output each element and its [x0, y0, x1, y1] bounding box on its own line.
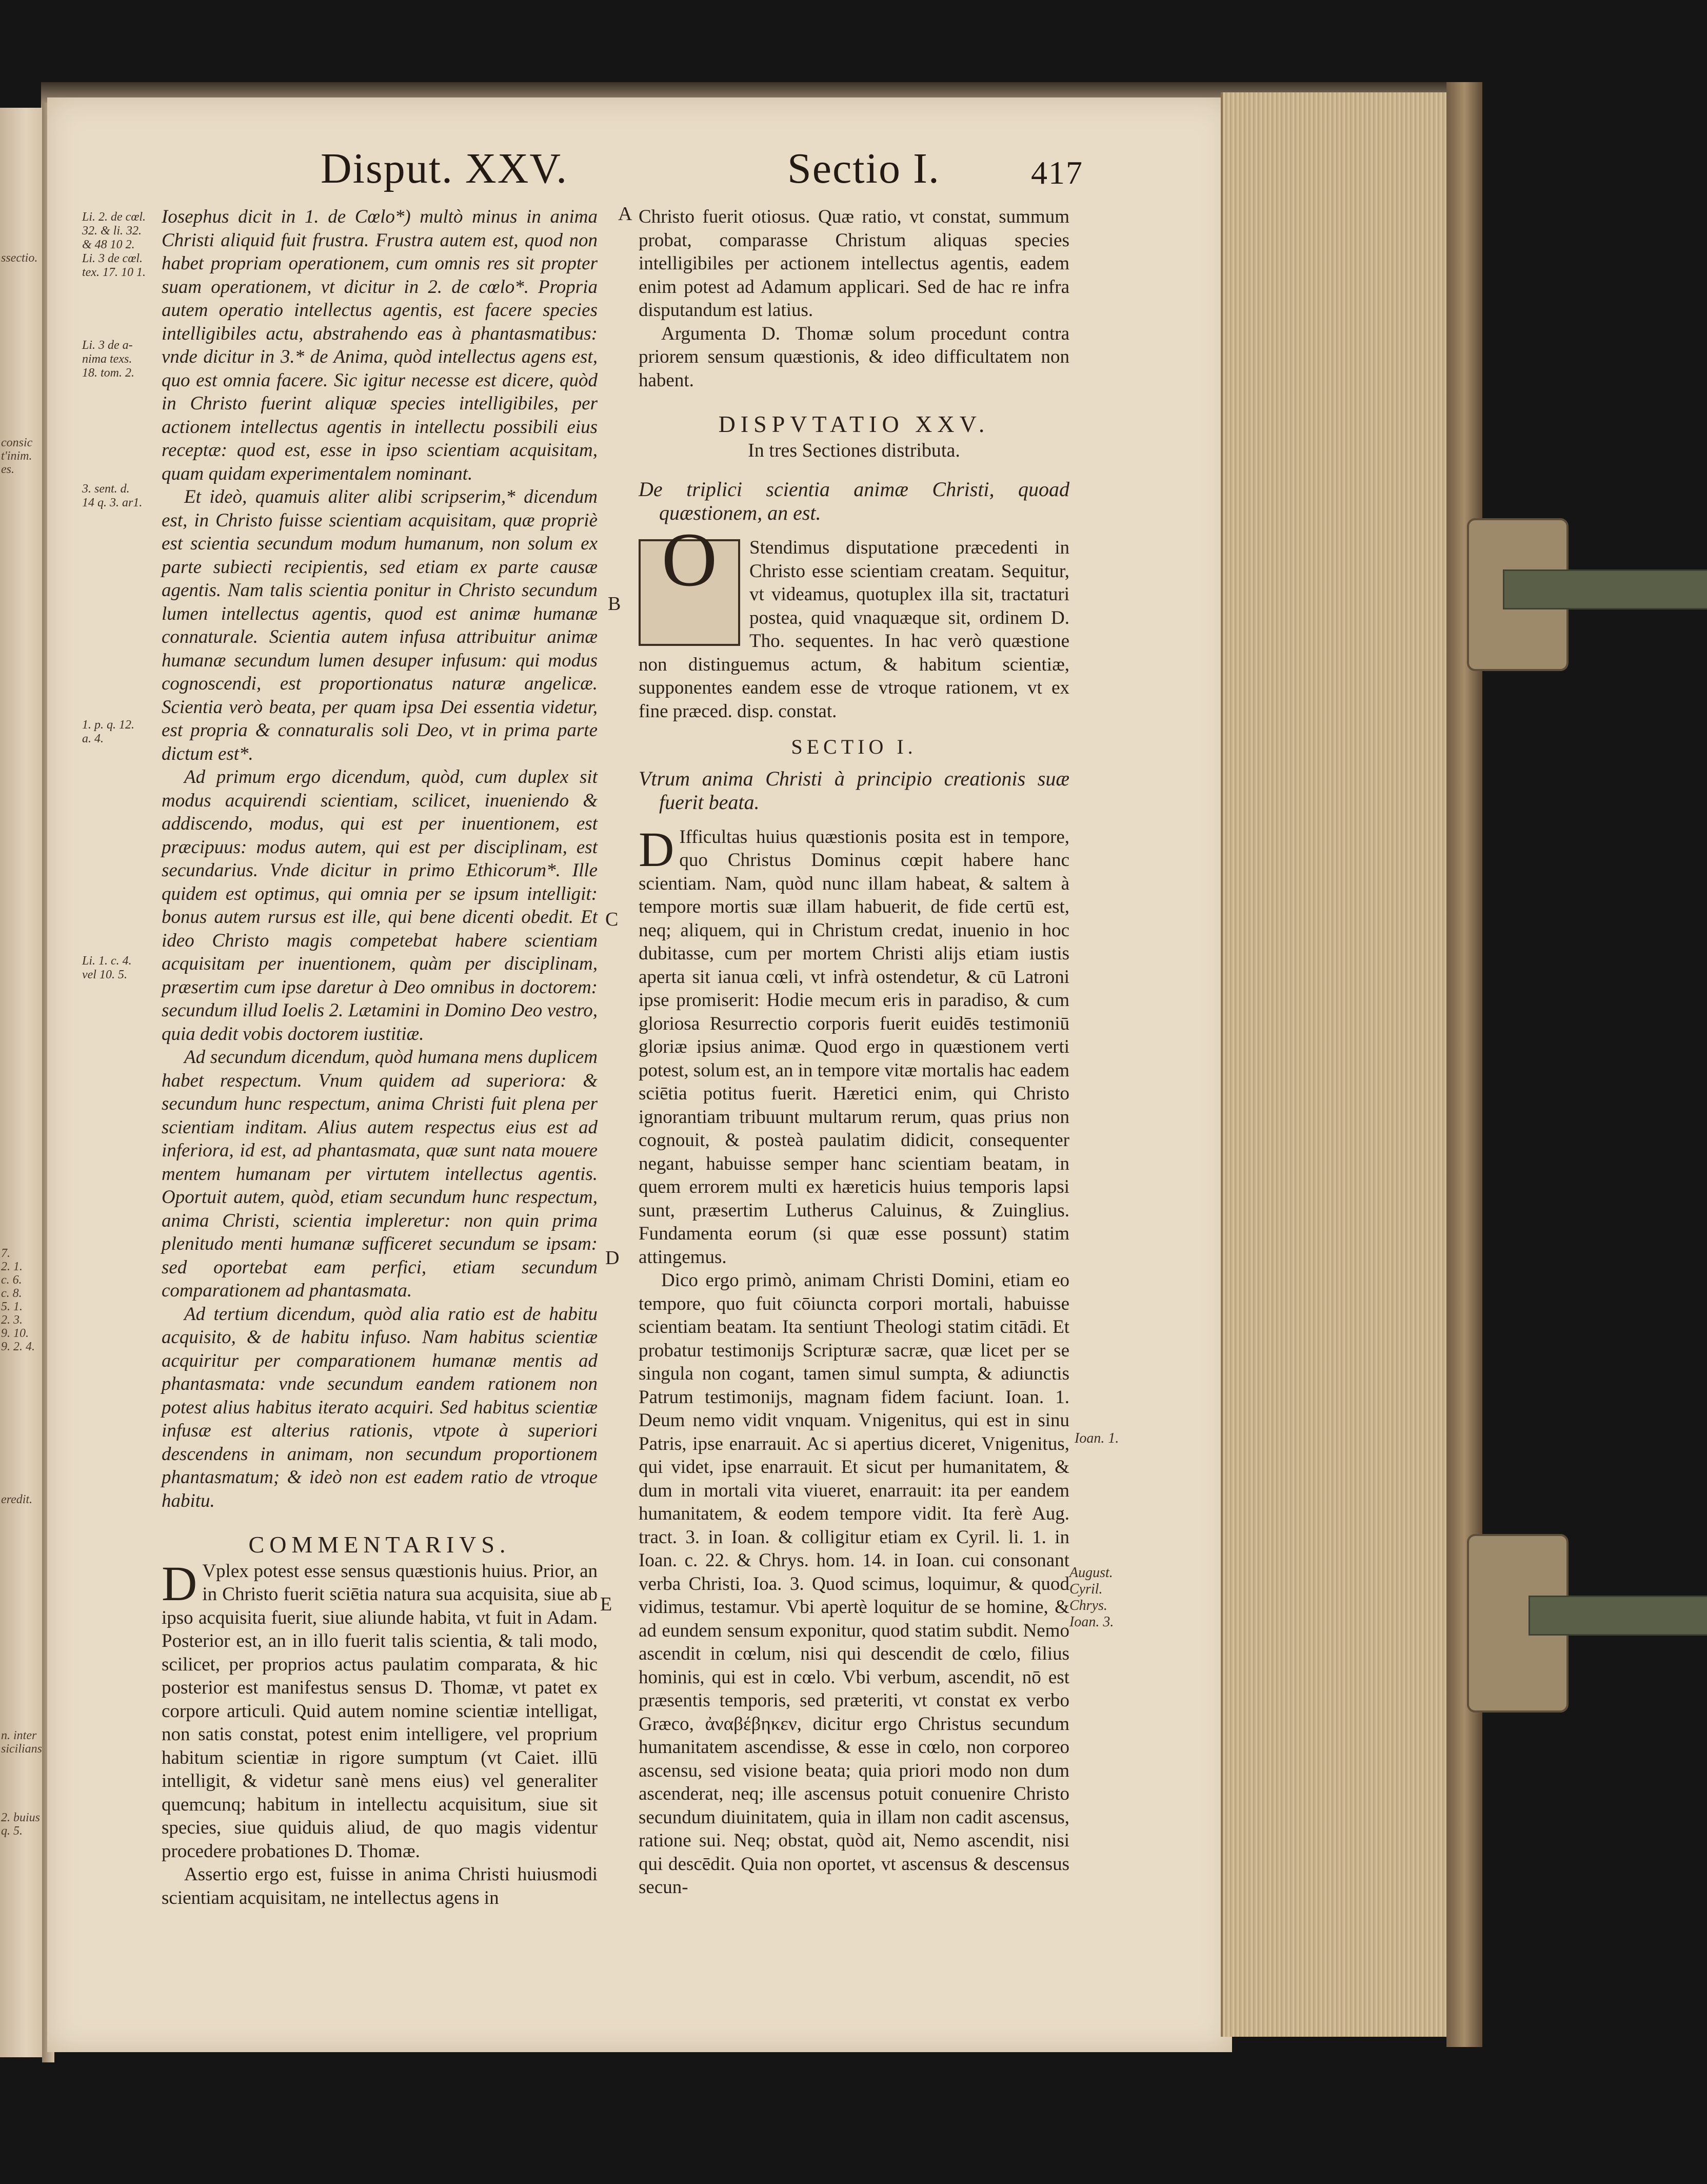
- drop-letter: D: [162, 1556, 197, 1611]
- paragraph: [162, 1556, 598, 1863]
- facing-page-fragment: 2. buius q. 5.: [1, 1811, 41, 1838]
- sectio-heading: SECTIO I.: [791, 735, 917, 758]
- page-number: 417: [1031, 154, 1083, 191]
- facing-page-edge: [0, 108, 47, 2057]
- paragraph: Ad primum ergo dicendum, quòd, cum duplex sit modus acquirendi scientiam, scilicet, inueniendo & addiscendo, modus, qui est per inuentionem, est præcipuus: modus autem, qui est per disciplinam, est secundarius. Vnde dicitur in primo Ethicorum*. Ille quidem est optimus, qui omnia per se ipsum intelligit: bonus autem rursus est ille, qui bene dicenti obedit. Et ideo Christo magis competebat habere scientiam acquisitam per inuentionem, quàm per disciplinam, præsertim cum ipse daretur à Deo omnibus in doctorem: secundum illud Ioelis 2. Lætamini in Domino Deo vestro, quia dedit vobis doctorem iustitiæ.: [162, 766, 598, 1045]
- disputatio-subheading: In tres Sectiones distributa.: [748, 439, 960, 461]
- paragraph: Ad tertium dicendum, quòd alia ratio est de habitu acquisito, & de habitu infuso. Nam habitus scientiæ acquiritur per comparationem humanæ mentis ad phantasmata: vnde secundum eandem rationem non potest alius habitus iterato acquiri. Sed habitus scientiæ infusæ est alterius rationis, vtpote à superiori descendens in animam, non secundum proportionem phantasmatum; & ideò non est eadem ratio de vtroque habitu.: [162, 1303, 598, 1511]
- ornamental-initial: O: [639, 539, 740, 646]
- sectio-title: Vtrum anima Christi à principio creationis suæ fuerit beata.: [639, 766, 1069, 814]
- facing-page-fragment: 7. 2. 1. c. 6. c. 8. 5. 1. 2. 3. 9. 10. 9. 2. 4.: [1, 1247, 35, 1353]
- clasp-strap-lower: [1529, 1596, 1707, 1636]
- column-letter-c: C: [605, 909, 619, 930]
- clasp-strap-upper: [1503, 569, 1707, 609]
- margin-note: Li. 1. c. 4. vel 10. 5.: [82, 954, 132, 981]
- paragraph: Dico ergo primò, animam Christi Domini, etiam eo tempore, quo fuit cōiuncta corpori mortali, habuisse scientiam beatam. Ita sentiunt Theologi statim citādi. Et probatur testimonijs Scripturæ sacræ, quæ licet per se singula non cogant, tamen simul sumpta, & adiunctis Patrum testimonijs, magnam fidem faciunt. Ioan. 1. Deum nemo vidit vnquam. Vnigenitus, qui est in sinu Patris, ipse enarrauit. Ac si apertius diceret, Vnigenitus, qui videt, ipse enarrauit. Et sicut per humanitatem, & dum in mortali vita viueret, enarrauit: ita per eandem humanitatem, & eodem tempore vidit. Ita ferè Aug. tract. 3. in Ioan. & colligitur etiam ex Cyril. li. 1. in Ioan. c. 22. & Chrys. hom. 14. in Ioan. cui consonant verba Christi, Ioa. 3. Quod scimus, loquimur, & quod vidimus, testamur. Vbi apertè loquitur de se homine, & ad eundem sensum exponitur, quod statim subdit. Nemo ascendit in cœlum, nisi qui descendit de cœlo, filius hominis, qui est in cœlo. Vbi verbum, ascendit, nō est præsentis temporis, sed præteriti, vt constat ex verbo Græco, ἀναβέβηκεν, dicitur ergo Christus secundum humanitatem ascendisse, & esse in cœlo, non corporeo ascensu, sed visione beata; quia priori modo non dum ascenderat, neq; ille ascensus potuit conuenire Christo secundum diuinitatem, quia in illam non cadit ascensus, ratione sui. Neq; obstat, quòd ait, Nemo ascendit, nisi qui descēdit. Quia non oportet, vt ascensus & descensus secun-: [639, 1270, 1069, 1898]
- paragraph: Argumenta D. Thomæ solum procedunt contra priorem sensum quæstionis, & ideo difficultatem non habent.: [639, 323, 1069, 391]
- margin-note: Li. 3 de a- nima texs. 18. tom. 2.: [82, 339, 134, 380]
- paragraph: Christo fuerit otiosus. Quæ ratio, vt constat, summum probat, comparasse Christum aliquas species intelligibiles per actionem intellectus agentis, eadem enim potest ad Adamum applicari. Sed de hac re infra disputandum est latius.: [639, 206, 1069, 321]
- right-column: [639, 205, 1069, 1899]
- column-letter-a: A: [618, 203, 632, 225]
- paragraph: [639, 821, 1069, 1269]
- opening-text: Stendimus disputatione præcedenti in Christo esse scientiam creatam. Sequitur, vt videamus, quotuplex illa sit, tractaturi postea, quid vnaquæque sit, ordinem D. Tho. sequentes. In hac verò quæstione non distinguemus actum, & habitum scientiæ, supponentes eandem esse de vtroque rationem, vt ex fine præced. disp. constat.: [639, 537, 1069, 722]
- left-column: [162, 205, 598, 1910]
- facing-page-fragment: ssectio.: [1, 251, 38, 265]
- drop-letter: D: [639, 821, 674, 877]
- paragraph: Iosephus dicit in 1. de Cœlo*) multò minus in anima Christi aliquid fuit frustra. Frustra autem est, quod non habet propriam operationem, cum omnis res sit propter suam operationem, vt dicitur in 2. de cœlo*. Propria autem operatio intellectus agentis, est facere species intelligibiles actu, abstrahendo eas à phantasmatibus: vnde dicitur in 3.* de Anima, quòd intellectus agens est, quo est omnia facere. Sic igitur necesse est dicere, quòd in Christo fuerint aliquæ species intelligibiles, per actionem intellectus agentis in intellectu possibili eius receptæ: quod est, esse in ipso scientiam acquisitam, quam quidam experimentalem nominant.: [162, 206, 598, 484]
- paragraph: Assertio ergo est, fuisse in anima Christi huiusmodi scientiam acquisitam, ne intellectus agens in: [162, 1864, 598, 1908]
- paragraph: Ad secundum dicendum, quòd humana mens duplicem habet respectum. Vnum quidem ad superiora: & secundum hunc respectum, anima Christi fuit plena per scientiam inditam. Alius autem respectus eius est ad inferiora, id est, ad phantasmata, quæ sunt nata mouere mentem humanam per virtutem intellectus agentis. Oportuit autem, quòd, etiam secundum hunc respectum, anima Christi, scientia impleretur: non quin prima plenitudo menti humanæ sufficeret secundum se ipsam: sed oportebat eam perfici, etiam secundum comparationem ad phantasmata.: [162, 1047, 598, 1301]
- margin-note: Li. 2. de cœl. 32. & li. 32. & 48 10 2. Li. 3 de cœl. tex. 17. 10 1.: [82, 210, 146, 279]
- facing-page-fragment: n. inter sicilians: [1, 1729, 43, 1756]
- column-letter-d: D: [605, 1247, 620, 1269]
- column-letter-e: E: [600, 1593, 612, 1615]
- margin-note: 3. sent. d. 14 q. 3. ar1.: [82, 482, 143, 509]
- column-letter-b: B: [608, 593, 621, 615]
- commentarius-text: Vplex potest esse sensus quæstionis huius. Prior, an in Christo fuerit sciētia natura sua acquisita, siue ab ipso acquisita fuerit, siue aliunde habita, vt fuit in Adam. Posterior est, an in illo fuerit talis scientia, & tali modo, scilicet, per proprios actus paulatim comparata, & hic posterior est manifestus sensus D. Thomæ, vt patet ex corpore articuli. Quid autem nomine scientiæ intelligat, non satis constat, potest enim intelligere, vel proprium habitum scientiæ in rigore sumptum (vt Caiet. illū intelligit, & videtur sanè mens eius) vel generaliter quemcunq; habitum in intellectu acquisitum, siue sit species, siue quiduis aliud, de quo magis videntur procedere probationes D. Thomæ.: [162, 1560, 598, 1862]
- margin-note: Ioan. 1.: [1075, 1430, 1119, 1446]
- commentarius-heading: COMMENTARIVS.: [248, 1531, 511, 1558]
- margin-note: 1. p. q. 12. a. 4.: [82, 718, 134, 745]
- margin-note: August. Cyril. Chrys. Ioan. 3.: [1069, 1565, 1114, 1630]
- paragraph: Et ideò, quamuis aliter alibi scripserim,* dicendum est, in Christo fuisse scientiam acquisitam, quæ propriè est scientia secundum modum humanum, non solum ex parte subiecti recipientis, sed etiam ex parte causæ agentis. Nam talis scientia ponitur in Christo secundum lumen intellectus agentis, quod est animæ humanæ connaturale. Scientia autem infusa attribuitur animæ humanæ secundum lumen desuper infusum: qui modus cognoscendi, est proportionatus naturæ angelicæ. Scientia verò beata, per quam ipsa Dei essentia videtur, est propria & connaturalis soli Deo, vt in prima parte dictum est*.: [162, 486, 598, 764]
- book-cover-edge: [1446, 82, 1482, 2047]
- section-text: Ifficultas huius quæstionis posita est in tempore, quo Christus Dominus cœpit habere hanc scientiam. Nam, quòd nunc illam habeat, & saltem à tempore mortis suæ illam habuerit, de fide certū est, neq; aliquem, qui in Christum credat, inuenio in hoc dubitasse, cum per mortem Christi alijs etiam iustis aperta sit ianua cœli, vt infrà ostendetur, & cū Latroni ipse promiserit: Hodie mecum eris in paradiso, & cum gloriosa Resurrectio corporis fuerit euidēs testimoniū gloriæ ipsius animæ. Quod ergo in quæstionem verti potest, solum est, an in tempore vitæ mortalis hac eadem sciētia potitus fuerit. Hæretici enim, qui Christo ignorantiam tribuunt multarum rerum, quas prius non cognouit, & posteà paulatim didicit, consequenter negant, habuisse semper hanc scientiam beatam, in quem errorem multi ex hæreticis huius temporis lapsi sunt, præsertim Lutherus Caluinus, & Zuinglius. Fundamenta eorum (si quæ esse possunt) statim attingemus.: [639, 826, 1069, 1268]
- paragraph: [639, 517, 1069, 723]
- facing-page-fragment: consic t'inim. es.: [1, 436, 33, 476]
- page-fore-edge: [1221, 92, 1454, 2037]
- disputatio-title: De triplici scientia animæ Christi, quoad quæstionem, an est.: [639, 478, 1069, 524]
- facing-page-fragment: eredit.: [1, 1493, 33, 1506]
- running-head-section: Sectio I.: [787, 145, 940, 192]
- running-head-disputation: Disput. XXV.: [321, 145, 568, 192]
- disputatio-heading: DISPVTATIO XXV.: [718, 411, 990, 437]
